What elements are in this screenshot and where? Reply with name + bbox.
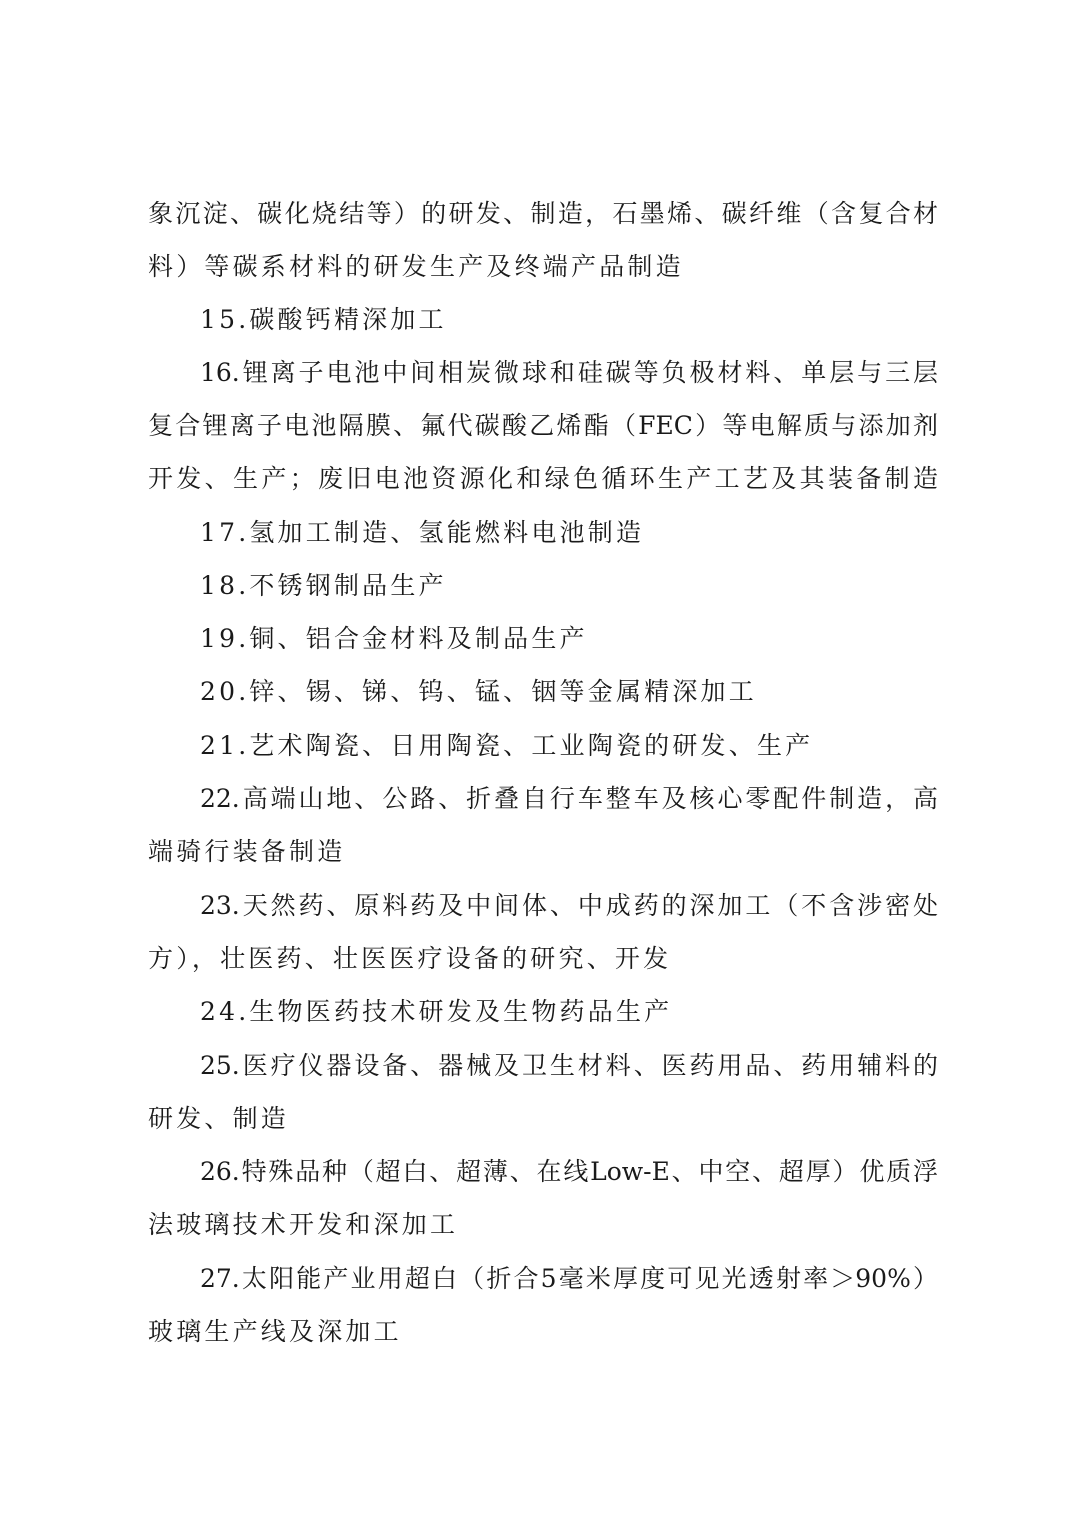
text-line: 复合锂离子电池隔膜、氟代碳酸乙烯酯（FEC）等电解质与添加剂 [148, 411, 938, 440]
list-item-24: 24.生物医药技术研发及生物药品生产 [200, 997, 673, 1026]
text-line: 开发、生产；废旧电池资源化和绿色循环生产工艺及其装备制造 [148, 464, 938, 493]
text-line: 象沉淀、碳化烧结等）的研发、制造，石墨烯、碳纤维（含复合材 [148, 199, 938, 228]
list-item-21: 21.艺术陶瓷、日用陶瓷、工业陶瓷的研发、生产 [200, 731, 814, 760]
list-item-20: 20.锌、锡、锑、钨、锰、铟等金属精深加工 [200, 677, 757, 706]
text-line: 方），壮医药、壮医医疗设备的研究、开发 [148, 944, 672, 973]
list-item-19: 19.铜、铝合金材料及制品生产 [200, 624, 588, 653]
text-line: 研发、制造 [148, 1104, 290, 1133]
list-item-27: 27.太阳能产业用超白（折合5毫米厚度可见光透射率＞90%） [200, 1264, 938, 1293]
text-line: 料）等碳系材料的研发生产及终端产品制造 [148, 252, 684, 281]
text-line: 玻璃生产线及深加工 [148, 1317, 402, 1346]
list-item-25: 25.医疗仪器设备、器械及卫生材料、医药用品、药用辅料的 [200, 1051, 938, 1080]
list-item-22: 22.高端山地、公路、折叠自行车整车及核心零配件制造，高 [200, 784, 938, 813]
list-item-16: 16.锂离子电池中间相炭微球和硅碳等负极材料、单层与三层 [200, 358, 938, 387]
list-item-26: 26.特殊品种（超白、超薄、在线Low-E、中空、超厚）优质浮 [200, 1157, 938, 1186]
text-line: 端骑行装备制造 [148, 837, 346, 866]
list-item-23: 23.天然药、原料药及中间体、中成药的深加工（不含涉密处 [200, 891, 938, 920]
text-line: 法玻璃技术开发和深加工 [148, 1210, 459, 1239]
list-item-17: 17.氢加工制造、氢能燃料电池制造 [200, 518, 645, 547]
list-item-15: 15.碳酸钙精深加工 [200, 305, 447, 334]
list-item-18: 18.不锈钢制品生产 [200, 571, 447, 600]
